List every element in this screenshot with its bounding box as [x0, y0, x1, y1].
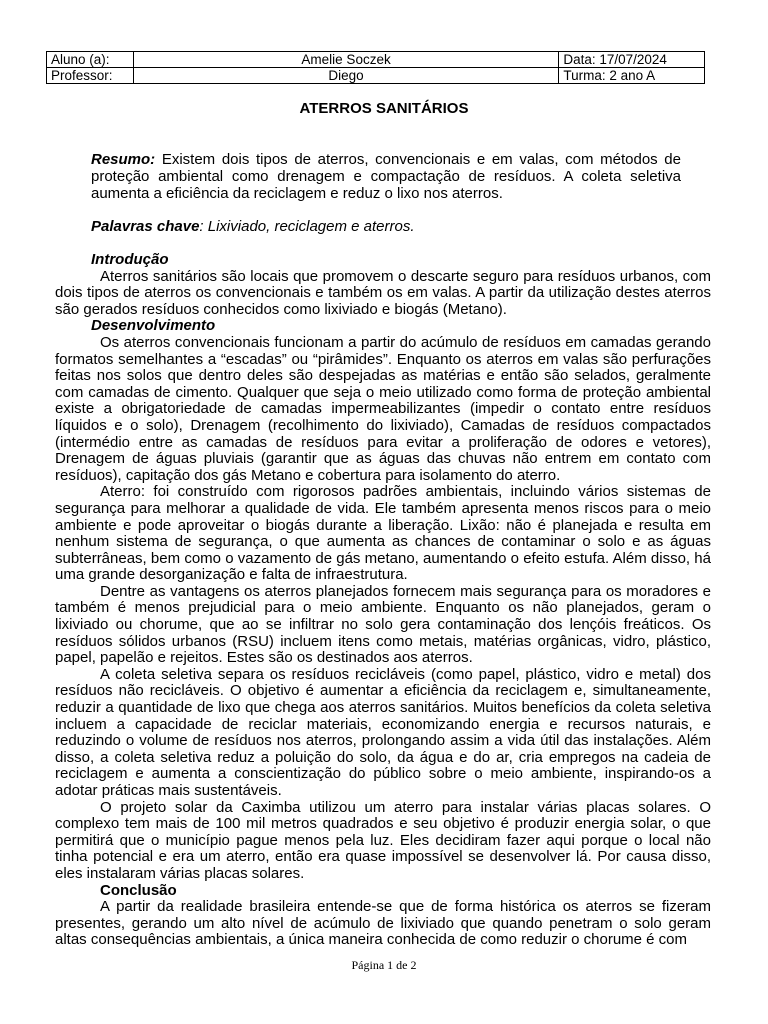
- development-paragraph: Aterro: foi construído com rigorosos padrões ambientais, incluindo vários sistemas de segurança para melhorar a qualidade de vida. Ele também apresenta menos riscos para o meio ambiente e pode aproveitar o biogás durante a liberação. Lixão: não é planejada e resulta em nenhum sistema de segurança, o que aumenta as chances de contaminar o solo e as águas subterrâneas, bem como o vazamento de gás metano, aumentando o efeito estufa. Além disso, há uma grande desorganização e falta de infraestrutura.: [55, 483, 711, 584]
- introduction-paragraph: Aterros sanitários são locais que promovem o descarte seguro para resíduos urbanos, com dois tipos de aterros os convencionais e também os em valas. A partir da utilização destes aterros são gerados resíduos conhecidos como lixiviado e biogás (Metano).: [55, 267, 711, 318]
- conclusion-paragraph: A partir da realidade brasileira entende-se que de forma histórica os aterros se fizeram presentes, gerando um alto nível de acúmulo de lixiviado que quando penetram o solo geram altas consequências ambientais, a única maneira conhecida de como reduzir o chorume é com: [55, 898, 711, 949]
- student-label: Aluno (a):: [47, 52, 134, 68]
- keywords: [91, 218, 691, 235]
- development-paragraph: A coleta seletiva separa os resíduos recicláveis (como papel, plástico, vidro e metal) dos resíduos não recicláveis. O objetivo é aumentar a eficiência da reciclagem e, simultaneamente, reduzir a quantidade de lixo que chega aos aterros sanitários. Muitos benefícios da coleta seletiva incluem a capacidade de reciclar materiais, economizando energia e recursos naturais, e reduzindo o volume de resíduos nos aterros, prolongando assim a vida útil das instalações. Além disso, a coleta seletiva reduz a poluição do solo, da água e do ar, cria empregos na cadeia de reciclagem e aumenta a conscientização do público sobre o meio ambiente, inspirando-os a adotar práticas mais sustentáveis.: [55, 665, 711, 799]
- teacher-name: Diego: [133, 68, 559, 84]
- abstract: [91, 151, 681, 202]
- header-table: [46, 51, 705, 84]
- document-body: [55, 252, 711, 949]
- introduction-heading: Introdução: [91, 251, 169, 268]
- development-paragraph: Os aterros convencionais funcionam a partir do acúmulo de resíduos em camadas gerando formatos semelhantes a “escadas” ou “pirâmides”. Enquanto os aterros em valas são perfurações feitas nos solos que dentro deles são despejadas as matérias e então são selados, geralmente com camadas de cimento. Qualquer que seja o meio utilizado como forma de proteção ambiental existe a obrigatoriedade de camadas impermeabilizantes (impedir o contato entre resíduos líquidos e o solo), Drenagem (recolhimento do lixiviado), Camadas de resíduos compactados (intermédio entre as camadas de resíduos para evitar a proliferação de odores e vetores), Drenagem de águas pluviais (garantir que as águas das chuvas não entrem em contato com resíduos), capitação dos gás Metano e cobertura para isolamento do aterro.: [55, 333, 711, 484]
- development-heading: Desenvolvimento: [91, 317, 216, 335]
- abstract-label: Resumo:: [91, 151, 156, 168]
- student-name: Amelie Soczek: [133, 52, 559, 68]
- abstract-text: Existem dois tipos de aterros, convencionais e em valas, com métodos de proteção ambiental como drenagem e compactação de resíduos. A coleta seletiva aumenta a eficiência da reciclagem e reduz o lixo nos aterros.: [91, 151, 681, 202]
- development-paragraph: Dentre as vantagens os aterros planejados fornecem mais segurança para os moradores e também é menos prejudicial para o meio ambiente. Enquanto os não planejados, geram o lixiviado ou chorume, que ao se infiltrar no solo gera contaminação dos lençóis freáticos. Os resíduos sólidos urbanos (RSU) incluem itens como metais, matérias orgânicas, vidro, plástico, papel, papelão e rejeitos. Estes são os destinados aos aterros.: [55, 582, 711, 667]
- header-row-teacher: [47, 68, 705, 84]
- class-cell: Turma: 2 ano A: [559, 68, 705, 84]
- conclusion-heading: Conclusão: [100, 881, 177, 899]
- page-number: Página 1 de 2: [351, 958, 417, 972]
- development-paragraph: O projeto solar da Caximba utilizou um aterro para instalar várias placas solares. O complexo tem mais de 100 mil metros quadrados e seu objetivo é produzir energia solar, o que permitirá que o município pague menos pela luz. Eles decidiram fazer aqui porque o local não tinha potencial e era um aterro, então era quase impossível se desenvolver lá. Por causa disso, eles instalaram várias placas solares.: [55, 798, 711, 882]
- document-title: ATERROS SANITÁRIOS: [299, 100, 469, 117]
- date-cell: Data: 17/07/2024: [559, 52, 705, 68]
- header-row-student: [47, 52, 705, 68]
- keywords-text: : Lixiviado, reciclagem e aterros.: [199, 218, 415, 235]
- teacher-label: Professor:: [47, 68, 134, 84]
- keywords-label: Palavras chave: [91, 218, 200, 235]
